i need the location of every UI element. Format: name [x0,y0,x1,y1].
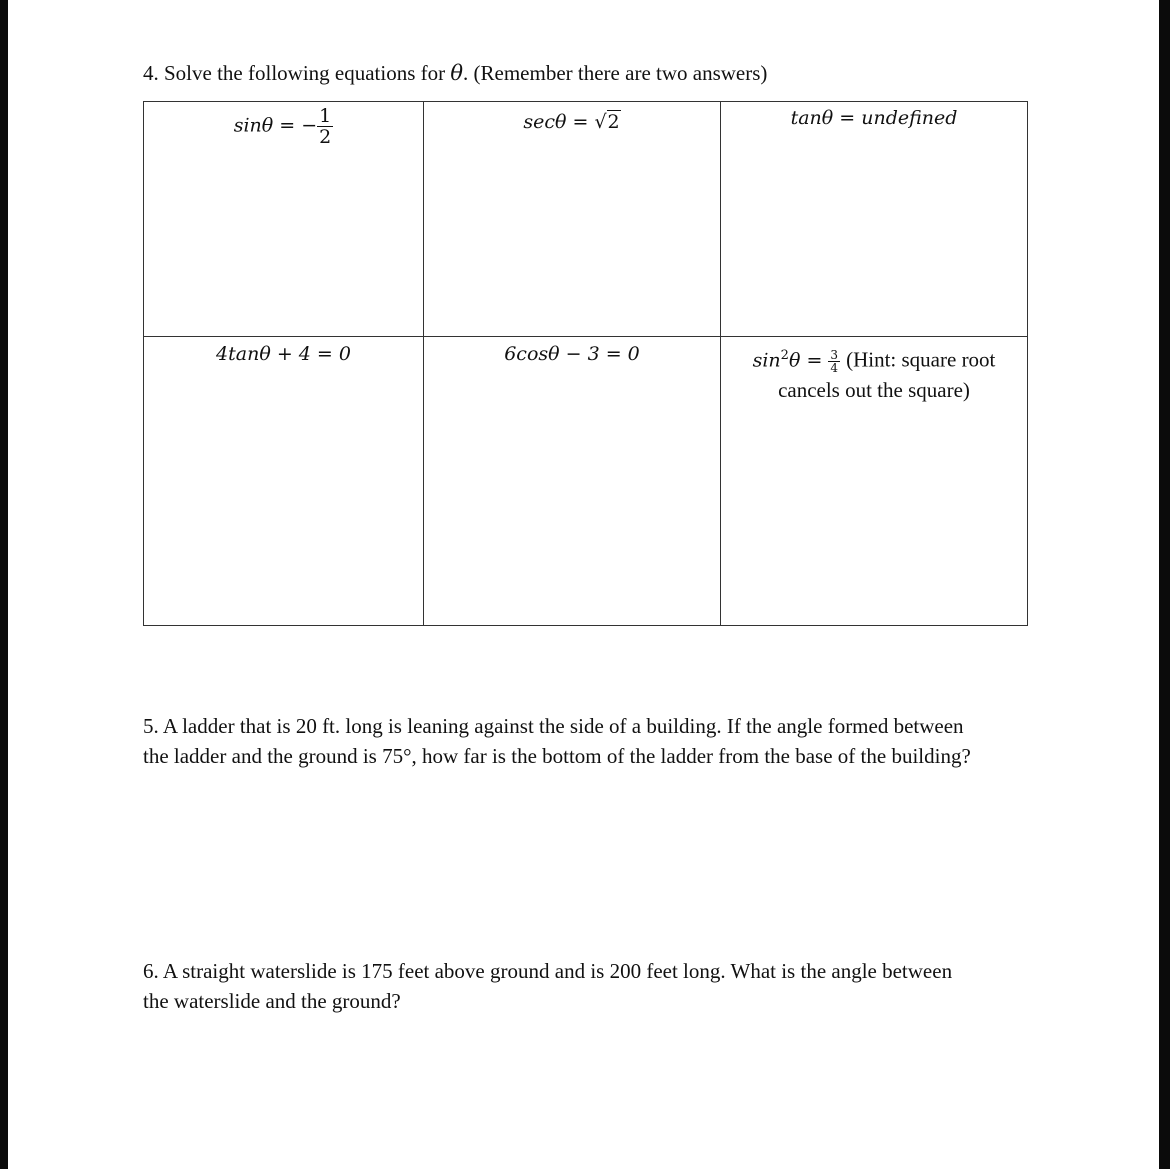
sin-squared-variable: θ [788,349,801,372]
equation-sin-lhs: sinθ = − [233,114,318,137]
question-6 [143,956,1033,1016]
answer-box-sin-squared[interactable] [721,337,1028,626]
answer-box-4tan[interactable] [144,337,424,626]
sin-squared-exponent: 2 [780,348,789,363]
equation-sin [234,106,334,147]
answer-box-sec[interactable] [424,102,721,337]
sin-squared-base: sin [752,349,781,372]
question-6-line-2: the waterslide and the ground? [143,989,401,1013]
sin-squared-equals: = [800,349,829,372]
fraction-numerator: 1 [319,105,332,127]
heading-suffix: . (Remember there are two answers) [463,61,768,85]
question-5 [143,711,1033,771]
heading-theta: θ [450,61,464,85]
question-5-line-2: the ladder and the ground is 75°, how far is the bottom of the ladder from the base of the building? [143,744,971,768]
fraction-one-half [317,106,333,147]
fraction-numerator: 3 [830,347,839,362]
sqrt-radicand: 2 [607,111,620,133]
equation-4tan: 4tanθ + 4 = 0 [216,343,351,365]
equation-grid [143,101,1028,626]
equation-sec-lhs: secθ = [523,111,595,133]
equation-sec [523,110,620,134]
hint-line-1: (Hint: square root [846,347,996,372]
equation-tan: tanθ = undefined [790,107,958,129]
grid-row [144,102,1028,337]
equation-6cos: 6cosθ − 3 = 0 [504,343,640,365]
fraction-three-quarters [828,349,840,374]
grid-row [144,337,1028,626]
question-5-line-1: 5. A ladder that is 20 ft. long is leaning against the side of a building. If the angle formed between [143,714,964,738]
left-border-bar [0,0,8,1169]
question-6-line-1: 6. A straight waterslide is 175 feet above ground and is 200 feet long. What is the angle between [143,959,953,983]
right-border-bar [1159,0,1170,1169]
equation-sin-squared [753,341,996,406]
hint-line-2: cancels out the square) [778,378,970,403]
answer-box-tan[interactable] [721,102,1028,337]
question-4-heading [143,60,767,86]
answer-box-sin[interactable] [144,102,424,337]
sqrt-symbol: √ [594,111,607,133]
fraction-denominator: 4 [830,360,839,375]
answer-box-6cos[interactable] [424,337,721,626]
heading-prefix: 4. Solve the following equations for [143,61,446,85]
fraction-denominator: 2 [319,126,332,148]
